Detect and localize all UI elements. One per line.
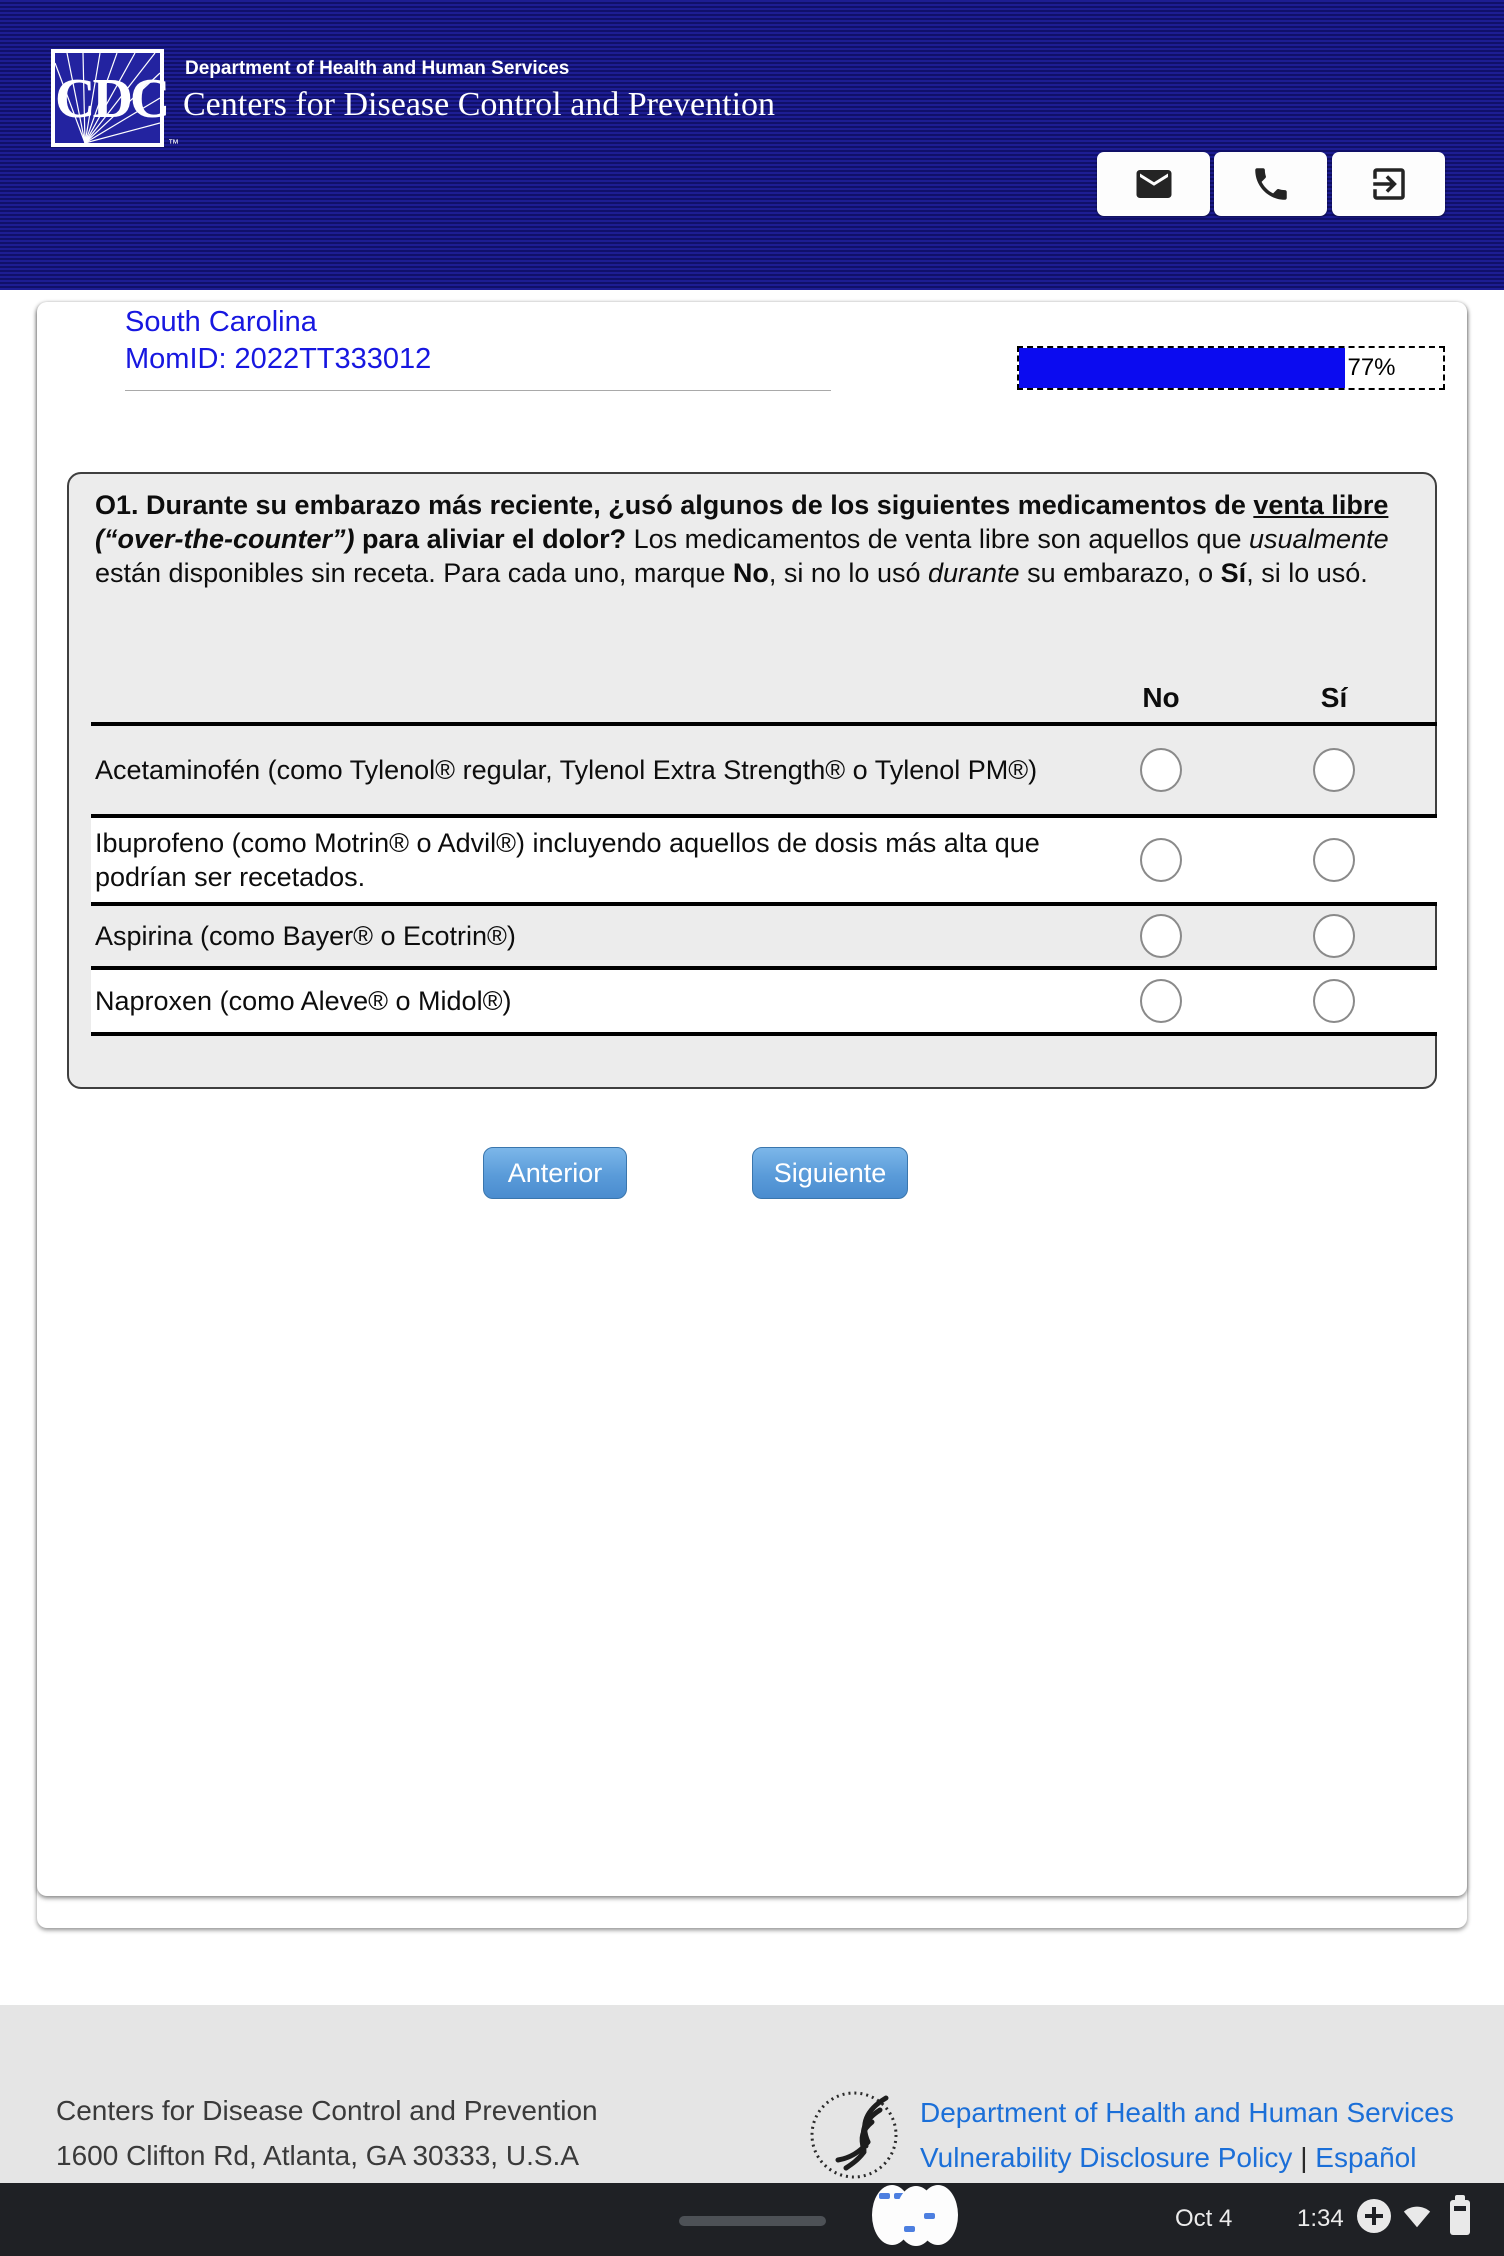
app-bubble-icon [918,2185,958,2245]
survey-card [37,302,1467,1928]
row-label: Ibuprofeno (como Motrin® o Advil®) incluyendo aquellos de dosis más alta que podrían ser recetados. [95,828,1040,892]
footer-link-hhs[interactable]: Department of Health and Human Services [920,2097,1454,2128]
question-text-segment: O1. Durante su embarazo más reciente, ¿usó algunos de los siguientes medicamentos de [95,490,1254,520]
email-icon [1133,163,1175,205]
footer-address: 1600 Clifton Rd, Atlanta, GA 30333, U.S.A [56,2140,579,2171]
logout-button[interactable] [1332,152,1445,216]
wifi-icon [1400,2201,1434,2231]
email-button[interactable] [1097,152,1210,216]
divider [125,390,831,391]
question-text-segment: (“over-the-counter”) [95,524,355,554]
battery-icon [1450,2195,1470,2235]
table-row-naproxen [91,966,1437,1036]
progress-bar [1017,346,1445,390]
page-footer [0,2005,1504,2183]
status-date: Oct 4 [1175,2205,1233,2232]
progress-percentage: 77% [1347,354,1396,381]
radio-si-acetaminofen[interactable] [1313,748,1355,792]
footer-link-vulnerability-policy[interactable]: Vulnerability Disclosure Policy [920,2142,1293,2173]
trademark-symbol: ™ [168,138,179,150]
system-bar [0,2183,1504,2256]
radio-si-naproxen[interactable] [1313,979,1355,1023]
status-time: 1:34 [1297,2205,1344,2232]
progress-bar-fill [1019,348,1345,388]
question-text-segment: Los medicamentos de venta libre son aquellos que [626,524,1250,554]
radio-no-acetaminofen[interactable] [1140,748,1182,792]
notification-bubbles[interactable] [872,2185,962,2247]
question-text-segment: No [732,558,769,588]
answer-table [91,670,1437,1036]
row-label: Aspirina (como Bayer® o Ecotrin®) [95,921,516,951]
hhs-eagle-logo [808,2080,908,2186]
respondent-ids [125,304,431,378]
cdc-logo [51,49,168,147]
shelf-drag-handle[interactable] [679,2216,826,2226]
column-header-no: No [1142,682,1180,713]
radio-si-aspirina[interactable] [1313,914,1355,958]
radio-no-ibuprofeno[interactable] [1140,838,1182,882]
phone-icon [1250,163,1292,205]
question-text-segment [355,524,363,554]
answer-table-header [91,670,1437,722]
row-label: Acetaminofén (como Tylenol® regular, Tylenol Extra Strength® o Tylenol PM®) [95,755,1038,785]
previous-button[interactable]: Anterior [483,1147,627,1199]
question-text-segment: para aliviar el dolor? [362,524,627,554]
footer-link-espanol[interactable]: Español [1315,2142,1417,2173]
state-label: South Carolina [125,306,317,338]
radio-si-ibuprofeno[interactable] [1313,838,1355,882]
cdc-logo-text: CDC [55,68,168,130]
question-text-segment: Sí [1220,558,1247,588]
question-box [67,472,1437,1089]
question-text-segment: , si no lo usó [768,558,928,588]
question-text-segment: venta libre [1253,490,1389,520]
battery-saver-icon [1357,2199,1391,2233]
column-header-si: Sí [1320,682,1348,713]
table-row-acetaminofen [91,722,1437,814]
mom-id-label: MomID: 2022TT333012 [125,343,432,375]
agency-name-small: Department of Health and Human Services [185,58,570,79]
radio-no-naproxen[interactable] [1140,979,1182,1023]
question-text-segment: usualmente [1249,524,1389,554]
footer-org: Centers for Disease Control and Prevention [56,2095,598,2126]
question-text-segment: su embarazo, o [1019,558,1221,588]
row-label: Naproxen (como Aleve® o Midol®) [95,986,512,1016]
cdc-header-banner [0,0,1504,290]
logout-icon [1368,163,1410,205]
question-text-segment: , si lo usó. [1246,558,1368,588]
next-button[interactable]: Siguiente [752,1147,908,1199]
footer-links-row [920,2142,1416,2174]
link-separator: | [1300,2142,1308,2173]
question-text [95,488,1411,590]
radio-no-aspirina[interactable] [1140,914,1182,958]
table-row-aspirina [91,902,1437,966]
phone-button[interactable] [1214,152,1327,216]
agency-name-large: Centers for Disease Control and Prevention [183,86,776,123]
question-text-segment: durante [927,558,1020,588]
table-row-ibuprofeno [91,814,1437,902]
question-text-segment: están disponibles sin receta. Para cada uno, marque [95,558,733,588]
